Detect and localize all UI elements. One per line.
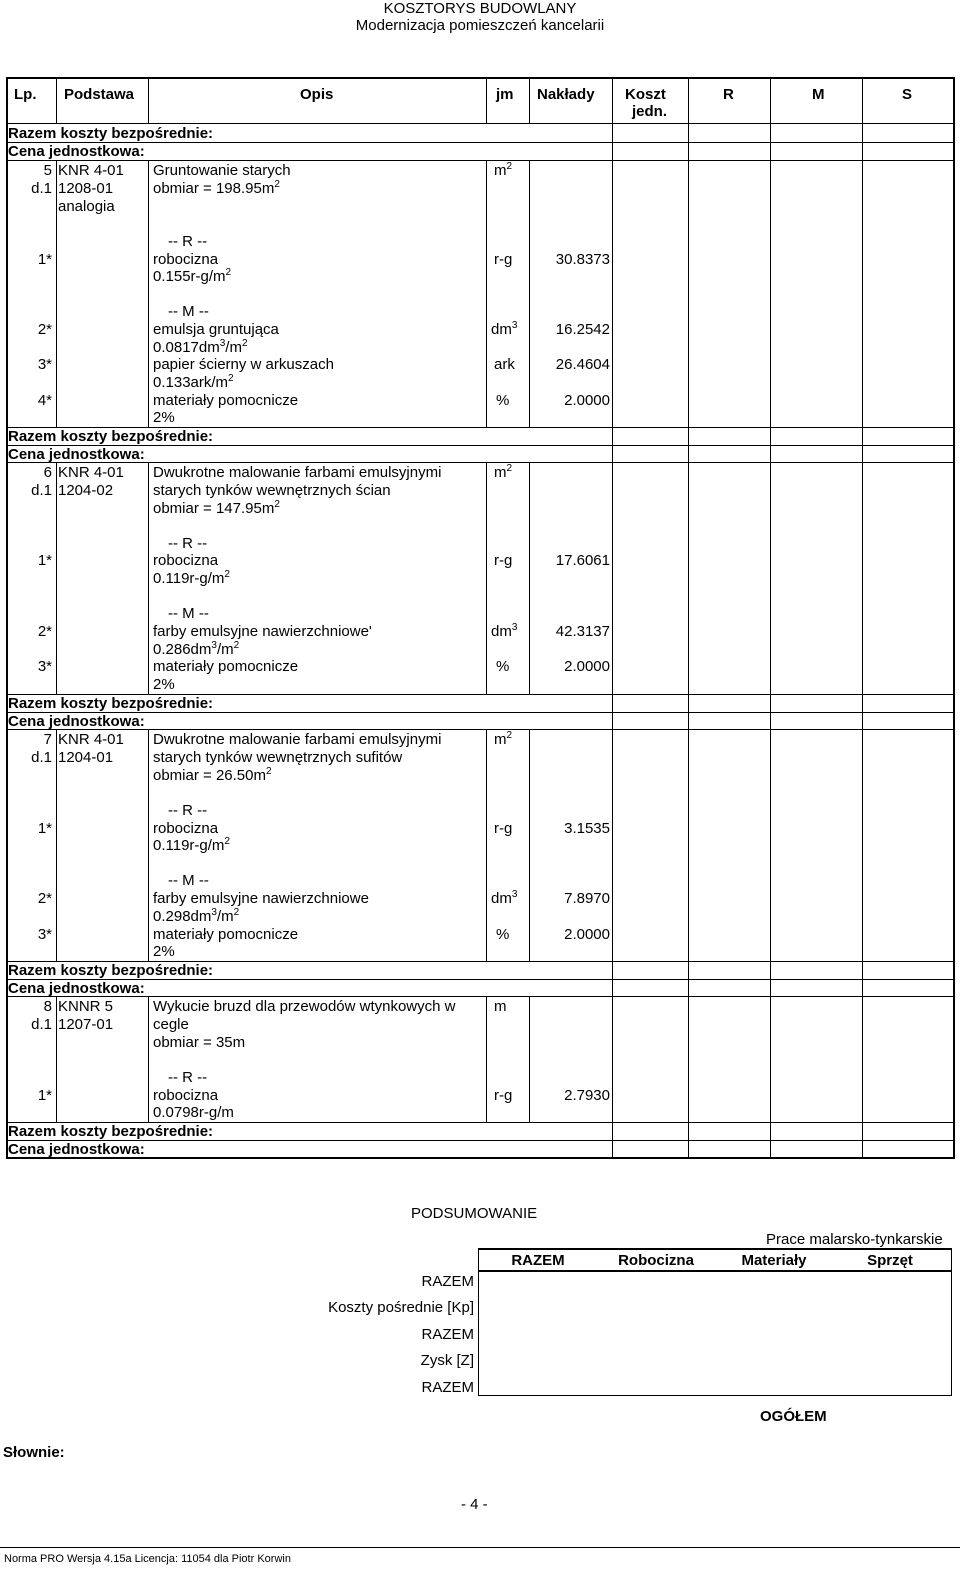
norm: $0.0817dm^3/m^2$ [153,338,248,356]
robocizna: robocizna [153,1087,219,1104]
cena-label: Cena jednostkowa: [8,143,145,160]
lp: 8 [43,998,52,1015]
col-lp: Lp. [14,86,37,103]
lp-sub: d.1 [31,749,52,766]
robocizna: robocizna [153,552,219,569]
obmiar: obmiar = 35m [153,1034,246,1051]
item-jm: % [496,392,510,409]
item-jm: $dm^3$ [491,889,518,907]
item-num: 2* [37,623,52,640]
norm: $0.119r-g/m^2$ [153,836,230,854]
lp-sub: d.1 [31,1016,52,1033]
item-num: 3* [37,356,52,373]
podstawa-2: 1207-01 [58,1016,114,1033]
r-header: -- R -- [168,1069,208,1086]
col-opis: Opis [300,86,334,103]
norm: $0.133ark/m^2$ [153,373,234,391]
col-m: M [812,86,825,103]
lp-sub: d.1 [31,482,52,499]
footer: Norma PRO Wersja 4.15a Licencja: 11054 dla Piotr Korwin [4,1553,291,1565]
podstawa: KNR 4-01 [58,162,124,179]
norm: 0.0798r-g/m [153,1104,234,1121]
naklady-value: 2.0000 [564,658,610,675]
summary-subtitle: Prace malarsko-tynkarskie [766,1231,943,1248]
item-num: 1* [37,1087,52,1104]
summary-row-label: RAZEM [421,1273,474,1290]
item-jm: r-g [494,251,513,268]
norm: $0.286dm^3/m^2$ [153,640,240,658]
obmiar: obmiar = $147.95m^2$ [153,499,280,517]
naklady-value: 7.8970 [564,890,610,907]
col-naklady: Nakłady [537,86,595,103]
norm: 2% [153,943,175,960]
jm: m [494,998,507,1015]
naklady-value: 3.1535 [564,820,610,837]
opis: Gruntowanie starych [153,162,291,179]
podstawa: KNNR 5 [58,998,114,1015]
norm: $0.119r-g/m^2$ [153,569,230,587]
col-r: R [723,86,734,103]
naklady-value: 2.0000 [564,926,610,943]
item-jm: $dm^3$ [491,622,518,640]
podstawa: KNR 4-01 [58,731,124,748]
item-jm: r-g [494,820,513,837]
norm: $0.155r-g/m^2$ [153,267,232,285]
robocizna: robocizna [153,820,219,837]
podstawa-2: 1208-01 [58,180,114,197]
opis-2: starych tynków wewnętrznych ścian [153,482,391,499]
summary-row-label: RAZEM [421,1379,474,1396]
norm: 2% [153,676,175,693]
lp: 5 [43,162,52,179]
summary-col-materialy: Materiały [741,1252,807,1269]
opis: Wykucie bruzd dla przewodów wtynkowych w [153,998,456,1015]
obmiar: obmiar = $26.50m^2$ [153,766,272,784]
col-s: S [902,86,913,103]
opis-2: starych tynków wewnętrznych sufitów [153,749,403,766]
item-num: 1* [37,820,52,837]
item-jm: ark [494,356,515,373]
r-header: -- R -- [168,535,208,552]
summary-col-robocizna: Robocizna [618,1252,694,1269]
opis-2: cegle [153,1016,189,1033]
item-jm: r-g [494,1087,513,1104]
summary-row-label: RAZEM [421,1326,474,1343]
item-jm: $dm^3$ [491,320,518,338]
summary-row-label: Zysk [Z] [420,1352,474,1369]
robocizna: robocizna [153,251,219,268]
naklady-value: 26.4604 [555,356,610,373]
obmiar: obmiar = $198.95m^2$ [153,179,280,197]
cena-label: Cena jednostkowa: [8,446,145,463]
item-num: 1* [37,552,52,569]
item-num: 2* [37,321,52,338]
lp-sub: d.1 [31,180,52,197]
jm: $m^2$ [494,161,513,179]
m-header: -- M -- [168,605,209,622]
jm: $m^2$ [494,730,513,748]
summary-row-label: Koszty pośrednie [Kp] [328,1299,474,1316]
item-jm: % [496,658,510,675]
material-name: materiały pomocnicze [153,926,299,943]
item-num: 1* [37,251,52,268]
document-subtitle: Modernizacja pomieszczeń kancelarii [355,17,605,34]
material-name: materiały pomocnicze [153,658,299,675]
document-title: KOSZTORYS BUDOWLANY [383,0,577,17]
m-header: -- M -- [168,872,209,889]
razem-label: Razem koszty bezpośrednie: [8,695,214,712]
jm: $m^2$ [494,463,513,481]
podstawa-2: 1204-01 [58,749,114,766]
norm: 2% [153,409,175,426]
razem-label: Razem koszty bezpośrednie: [8,962,214,979]
naklady-value: 17.6061 [555,552,610,569]
col-koszt-jedn: jedn. [632,103,668,120]
m-header: -- M -- [168,303,209,320]
podstawa: KNR 4-01 [58,464,124,481]
podstawa-2: 1204-02 [58,482,114,499]
item-num: 2* [37,890,52,907]
summary-title: PODSUMOWANIE [411,1205,538,1222]
naklady-value: 16.2542 [555,321,610,338]
slownie-label: Słownie: [3,1444,65,1461]
razem-label: Razem koszty bezpośrednie: [8,428,214,445]
summary-total-label: OGÓŁEM [760,1408,827,1425]
opis: Dwukrotne malowanie farbami emulsyjnymi [153,731,442,748]
page-number: - 4 - [461,1496,488,1513]
material-name: farby emulsyjne nawierzchniowe' [153,623,372,640]
material-name: materiały pomocnicze [153,392,299,409]
naklady-value: 42.3137 [555,623,610,640]
lp: 7 [43,731,52,748]
opis: Dwukrotne malowanie farbami emulsyjnymi [153,464,442,481]
item-jm: % [496,926,510,943]
naklady-value: 2.7930 [564,1087,610,1104]
razem-label: Razem koszty bezpośrednie: [8,1123,214,1140]
item-num: 3* [37,658,52,675]
naklady-value: 30.8373 [555,251,610,268]
col-jm: jm [496,86,514,103]
naklady-value: 2.0000 [564,392,610,409]
item-num: 4* [37,392,52,409]
col-koszt: Koszt [625,86,666,103]
material-name: emulsja gruntująca [153,321,279,338]
material-name: farby emulsyjne nawierzchniowe [153,890,369,907]
summary-col-sprzet: Sprzęt [867,1252,913,1269]
col-podstawa: Podstawa [64,86,135,103]
cena-label: Cena jednostkowa: [8,980,145,997]
cena-label: Cena jednostkowa: [8,1141,145,1158]
r-header: -- R -- [168,802,208,819]
norm: $0.298dm^3/m^2$ [153,907,240,925]
lp: 6 [43,464,52,481]
item-jm: r-g [494,552,513,569]
item-num: 3* [37,926,52,943]
cena-label: Cena jednostkowa: [8,713,145,730]
podstawa-3: analogia [58,198,115,215]
material-name: papier ścierny w arkuszach [153,356,334,373]
razem-label: Razem koszty bezpośrednie: [8,125,214,142]
summary-col-razem: RAZEM [511,1252,565,1269]
r-header: -- R -- [168,233,208,250]
